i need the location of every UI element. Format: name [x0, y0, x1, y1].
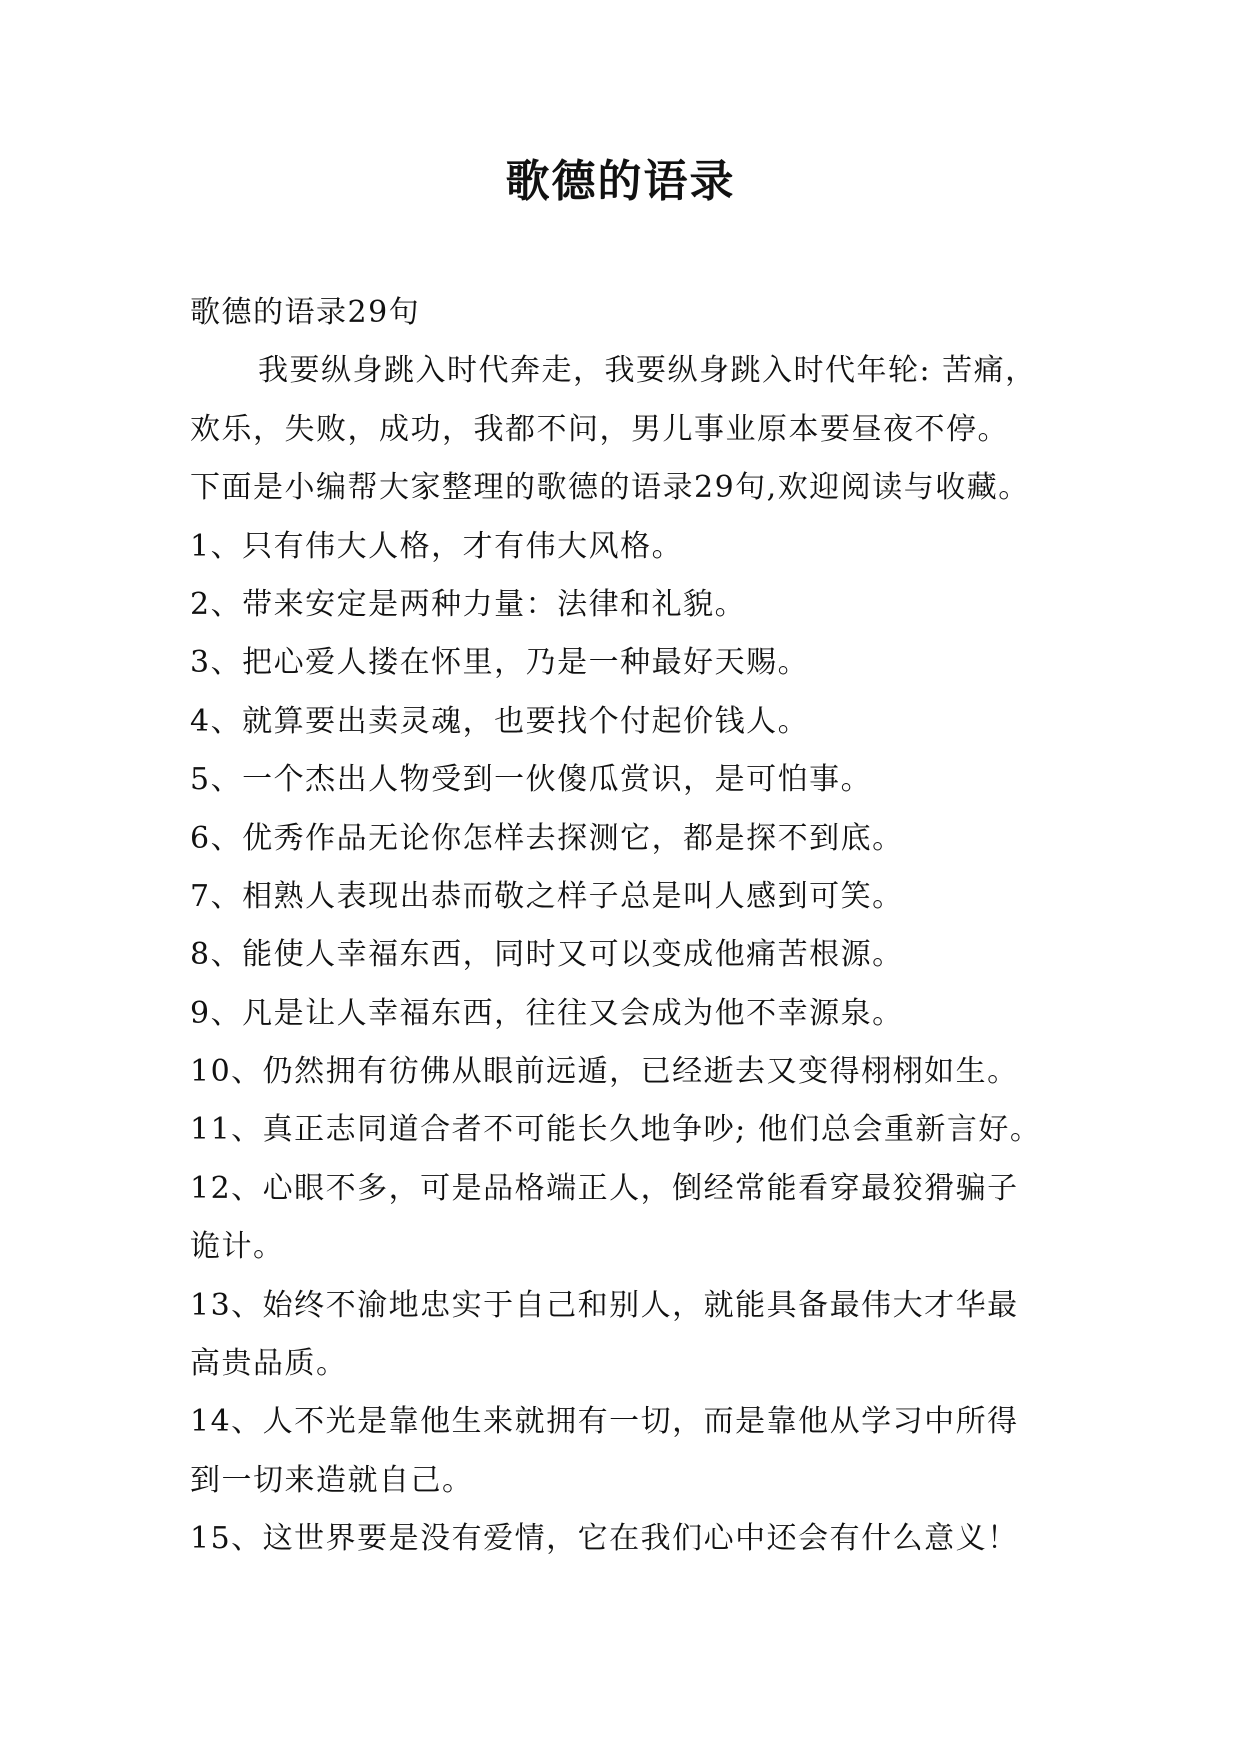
quote-line: 1、只有伟大人格，才有伟大风格。 [190, 528, 684, 564]
document-subtitle: 歌德的语录29句 [190, 295, 421, 330]
quote-line: 3、把心爱人搂在怀里，乃是一种最好天赐。 [190, 645, 810, 681]
quote-line: 11、真正志同道合者不可能长久地争吵; 他们总会重新言好。 [190, 1112, 1042, 1148]
quote-line: 12、心眼不多，可是品格端正人，倒经常能看穿最狡猾骗子 [190, 1170, 1019, 1206]
document-title: 歌德的语录 [505, 156, 736, 207]
quote-line: 4、就算要出卖灵魂，也要找个付起价钱人。 [190, 703, 810, 739]
quote-line: 14、人不光是靠他生来就拥有一切，而是靠他从学习中所得 [190, 1404, 1019, 1440]
quote-line: 15、这世界要是没有爱情，它在我们心中还会有什么意义！ [190, 1521, 1019, 1557]
quote-line: 高贵品质。 [190, 1346, 348, 1382]
quote-line: 8、能使人幸福东西，同时又可以变成他痛苦根源。 [190, 937, 904, 973]
quote-line: 2、带来安定是两种力量：法律和礼貌。 [190, 586, 747, 622]
quote-line: 9、凡是让人幸福东西，往往又会成为他不幸源泉。 [190, 995, 904, 1031]
intro-line: 下面是小编帮大家整理的歌德的语录29句,欢迎阅读与收藏。 [190, 470, 1030, 506]
quote-line: 7、相熟人表现出恭而敬之样子总是叫人感到可笑。 [190, 878, 904, 914]
quote-line: 6、优秀作品无论你怎样去探测它，都是探不到底。 [190, 820, 904, 856]
quote-line: 5、一个杰出人物受到一伙傻瓜赏识，是可怕事。 [190, 762, 873, 798]
quote-line: 到一切来造就自己。 [190, 1462, 474, 1498]
quote-line: 10、仍然拥有彷佛从眼前远遁，已经逝去又变得栩栩如生。 [190, 1054, 1019, 1090]
document-body [190, 284, 1070, 1569]
intro-line: 我要纵身跳入时代奔走，我要纵身跳入时代年轮: 苦痛， [258, 353, 1037, 389]
quote-line: 13、始终不渝地忠实于自己和别人，就能具备最伟大才华最 [190, 1287, 1019, 1323]
intro-line: 欢乐，失败，成功，我都不问，男儿事业原本要昼夜不停。 [190, 411, 1009, 447]
quote-line: 诡计。 [190, 1229, 285, 1265]
